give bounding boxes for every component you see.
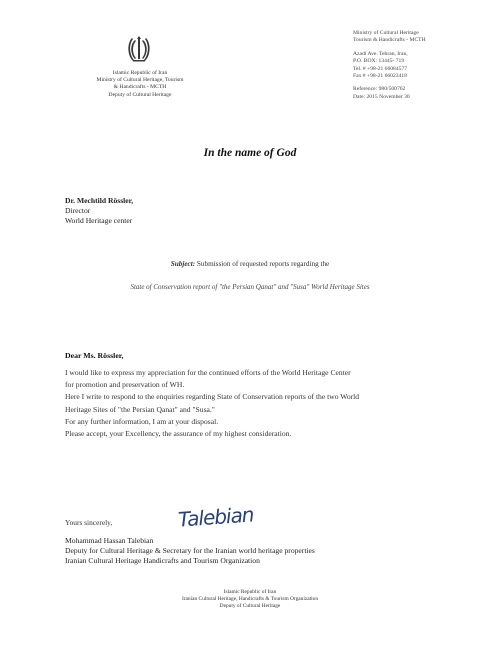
subject-text: Submission of requested reports regarding the <box>195 260 330 268</box>
recipient-organization: World Heritage center <box>65 216 133 225</box>
subject-detail: State of Conservation report of "the Persian Qanat" and "Susa" World Heritage Sites <box>130 283 370 291</box>
sender-header-line: Ministry of Cultural Heritage, Tourism <box>96 77 184 84</box>
ministry-address-block <box>353 30 473 101</box>
phone-line: Tel. # +98-21 66084577 <box>353 65 408 72</box>
body-line: Please accept, your Excellency, the assurance of my highest consideration. <box>65 429 292 439</box>
ministry-name-line: Tourism & Handicrafts - MCTH <box>353 37 426 44</box>
address-line: Azadi Ave. Tehran, Iran, <box>353 50 408 57</box>
invocation-heading: In the name of God <box>203 147 297 159</box>
iran-emblem-icon <box>126 34 152 64</box>
sender-header-line: & Handicrafts - MCTH <box>113 84 167 91</box>
subject-label: Subject: <box>170 260 196 268</box>
fax-line: Fax # +98-21 66023418 <box>353 73 407 80</box>
signature-ink: Talebian <box>177 502 255 532</box>
body-line: For any further information, I am at your disposal. <box>65 416 219 426</box>
recipient-block <box>65 196 133 226</box>
footer-line: Islamic Republic of Iran <box>223 589 277 595</box>
signer-block <box>65 536 315 566</box>
page-footer <box>0 589 500 610</box>
recipient-name: Dr. Mechtild Rössler, <box>65 196 134 205</box>
signer-name: Mohammad Hassan Talebian <box>65 536 154 545</box>
signer-title: Deputy for Cultural Heritage & Secretary for the Iranian world heritage properties <box>65 546 315 555</box>
letter-date: Date: 2015 November 30 <box>353 93 410 100</box>
sender-header-line: Islamic Republic of Iran <box>112 70 168 76</box>
address-line: P.O. BOX: 13445- 719 <box>353 58 405 65</box>
body-line: Heritage Sites of "the Persian Qanat" and "Susa." <box>65 404 215 414</box>
footer-line: Deputy of Cultural Heritage <box>219 603 281 609</box>
footer-line: Iranian Cultural Heritage, Handicrafts & Tourism Organization <box>181 596 319 602</box>
ministry-name-line: Ministry of Cultural Heritage <box>353 30 419 36</box>
reference-number: Reference: 980/500762 <box>353 86 406 93</box>
body-line: Here I write to respond to the enquiries regarding State of Conservation reports of the two World <box>65 392 360 402</box>
recipient-title: Director <box>65 206 91 215</box>
letter-body <box>65 367 425 440</box>
handwritten-signature <box>177 502 268 535</box>
closing-phrase: Yours sincerely, <box>65 518 113 527</box>
salutation: Dear Ms. Rössler, <box>65 351 124 360</box>
sender-header-line: Deputy of Cultural Heritage <box>108 91 172 98</box>
subject-line <box>0 260 500 268</box>
body-line: I would like to express my appreciation for the continued efforts of the World Heritage Center <box>65 368 351 377</box>
body-line: for promotion and preservation of WH. <box>65 380 185 390</box>
signer-organization: Iranian Cultural Heritage Handicrafts and Tourism Organization <box>65 556 260 565</box>
sender-header <box>88 70 192 99</box>
